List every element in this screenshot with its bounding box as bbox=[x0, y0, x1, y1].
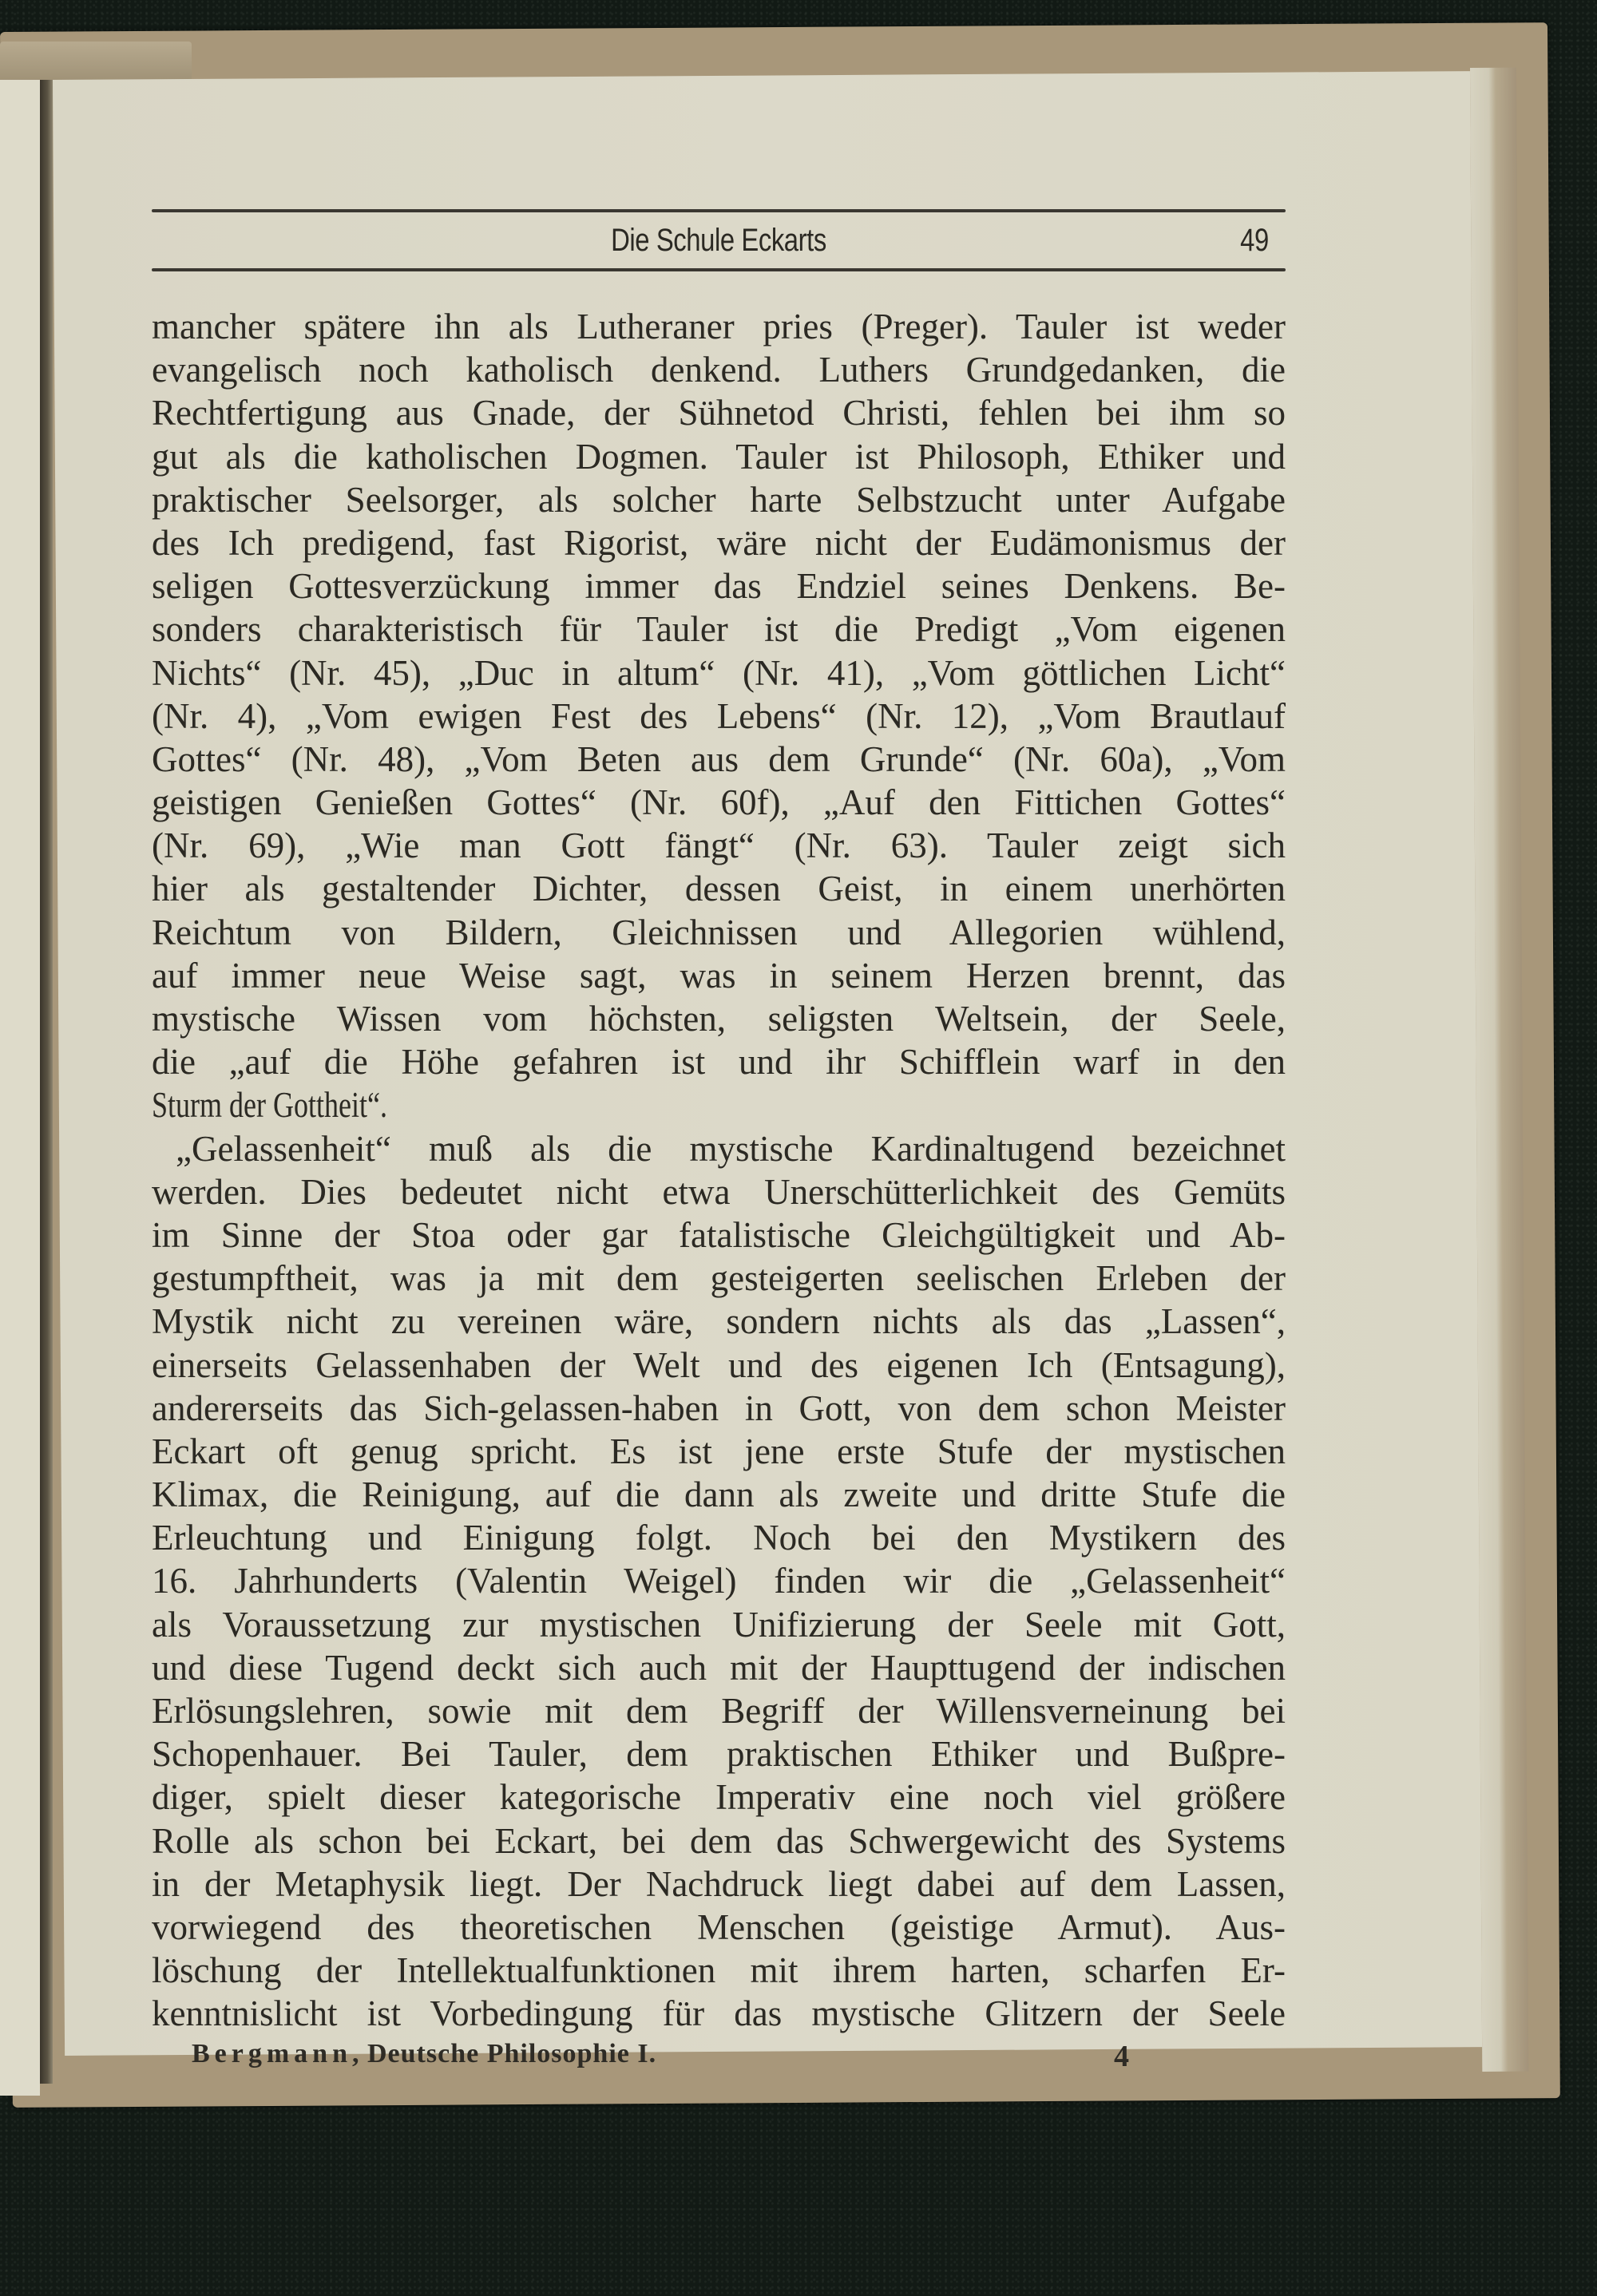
text-line: (Nr. 4), „Vom ewigen Fest des Lebens“ (Nr. 12), „Vom Brautlauf bbox=[152, 695, 1286, 736]
text-line: „Gelassenheit“ muß als die mystische Kardinaltugend bezeichnet bbox=[176, 1128, 1286, 1169]
body-text bbox=[152, 305, 1286, 2036]
text-line: einerseits Gelassenhaben der Welt und des eigenen Ich (Entsagung), bbox=[152, 1344, 1286, 1385]
text-line: praktischer Seelsorger, als solcher harte Selbstzucht unter Aufgabe bbox=[152, 479, 1286, 520]
text-line: Mystik nicht zu vereinen wäre, sondern nichts als das „Lassen“, bbox=[152, 1301, 1286, 1342]
text-line: löschung der Intellektualfunktionen mit ihrem harten, scharfen Er- bbox=[152, 1950, 1286, 1991]
text-line: mystische Wissen vom höchsten, seligsten Weltsein, der Seele, bbox=[152, 999, 1286, 1039]
text-line: seligen Gottesverzückung immer das Endziel seines Denkens. Be- bbox=[152, 566, 1286, 607]
text-line: vorwiegend des theoretischen Menschen (geistige Armut). Aus- bbox=[152, 1906, 1286, 1947]
text-line: die „auf die Höhe gefahren ist und ihr Schifflein warf in den bbox=[152, 1042, 1286, 1083]
page-gutter bbox=[40, 80, 53, 2084]
text-line: in der Metaphysik liegt. Der Nachdruck liegt dabei auf dem Lassen, bbox=[152, 1863, 1286, 1904]
text-line: gestumpftheit, was ja mit dem gesteigerten seelischen Erleben der bbox=[152, 1258, 1286, 1299]
text-line: auf immer neue Weise sagt, was in seinem Herzen brennt, das bbox=[152, 955, 1286, 996]
text-line: Nichts“ (Nr. 45), „Duc in altum“ (Nr. 41), „Vom göttlichen Licht“ bbox=[152, 652, 1286, 693]
signature-author: Bergmann bbox=[192, 2038, 352, 2068]
header-rule-bottom bbox=[152, 268, 1286, 271]
text-line: Rolle als schon bei Eckart, bei dem das Schwergewicht des Systems bbox=[152, 1820, 1286, 1861]
text-line: kenntnislicht ist Vorbedingung für das mystische Glitzern der Seele bbox=[152, 1993, 1286, 2034]
running-head bbox=[254, 212, 1269, 268]
printer-signature bbox=[192, 2039, 656, 2069]
text-line: (Nr. 69), „Wie man Gott fängt“ (Nr. 63). Tauler zeigt sich bbox=[152, 825, 1286, 866]
text-line: Reichtum von Bildern, Gleichnissen und Allegorien wühlend, bbox=[152, 912, 1286, 952]
page-content bbox=[152, 209, 1286, 2079]
text-line: Erleuchtung und Einigung folgt. Noch bei den Mystikern des bbox=[152, 1518, 1286, 1558]
running-head-title: Die Schule Eckarts bbox=[611, 222, 826, 258]
text-line: und diese Tugend deckt sich auch mit der Haupttugend der indischen bbox=[152, 1647, 1286, 1688]
sheet-number: 4 bbox=[1114, 2039, 1129, 2073]
text-line: Eckart oft genug spricht. Es ist jene erste Stufe der mystischen bbox=[152, 1431, 1286, 1471]
text-line: mancher spätere ihn als Lutheraner pries (Preger). Tauler ist weder bbox=[152, 307, 1286, 346]
text-line: diger, spielt dieser kategorische Imperativ eine noch viel größere bbox=[152, 1777, 1286, 1818]
signature-title: , Deutsche Philosophie I. bbox=[352, 2038, 657, 2068]
page-number: 49 bbox=[1240, 222, 1269, 258]
text-line: des Ich predigend, fast Rigorist, wäre nicht der Eudämonismus der bbox=[152, 522, 1286, 563]
text-line: Gottes“ (Nr. 48), „Vom Beten aus dem Grunde“ (Nr. 60a), „Vom bbox=[152, 738, 1286, 779]
text-line: im Sinne der Stoa oder gar fatalistische Gleichgültigkeit und Ab- bbox=[152, 1214, 1286, 1255]
text-line: sonders charakteristisch für Tauler ist die Predigt „Vom eigenen bbox=[152, 609, 1286, 650]
text-line: Sturm der Gottheit“. bbox=[152, 1085, 387, 1126]
text-line: geistigen Genießen Gottes“ (Nr. 60f), „Auf den Fittichen Gottes“ bbox=[152, 782, 1286, 823]
page-footer bbox=[152, 2039, 1286, 2079]
text-line: hier als gestaltender Dichter, dessen Geist, in einem unerhörten bbox=[152, 869, 1286, 909]
text-line: 16. Jahrhunderts (Valentin Weigel) finden wir die „Gelassenheit“ bbox=[152, 1561, 1286, 1601]
text-line: Schopenhauer. Bei Tauler, dem praktischen Ethiker und Bußpre- bbox=[152, 1734, 1286, 1775]
text-line: Erlösungslehren, sowie mit dem Begriff der Willensverneinung bei bbox=[152, 1691, 1286, 1731]
text-line: Klimax, die Reinigung, auf die dann als zweite und dritte Stufe die bbox=[152, 1475, 1286, 1515]
text-line: als Voraussetzung zur mystischen Unifizierung der Seele mit Gott, bbox=[152, 1604, 1286, 1645]
text-line: evangelisch noch katholisch denkend. Luthers Grundgedanken, die bbox=[152, 350, 1286, 390]
text-line: andererseits das Sich-gelassen-haben in Gott, von dem schon Meister bbox=[152, 1387, 1286, 1428]
text-line: Rechtfertigung aus Gnade, der Sühnetod Christi, fehlen bei ihm so bbox=[152, 393, 1286, 433]
text-line: werden. Dies bedeutet nicht etwa Unerschütterlichkeit des Gemüts bbox=[152, 1171, 1286, 1212]
text-line: gut als die katholischen Dogmen. Tauler ist Philosoph, Ethiker und bbox=[152, 436, 1286, 477]
left-page-edge bbox=[0, 80, 40, 2096]
